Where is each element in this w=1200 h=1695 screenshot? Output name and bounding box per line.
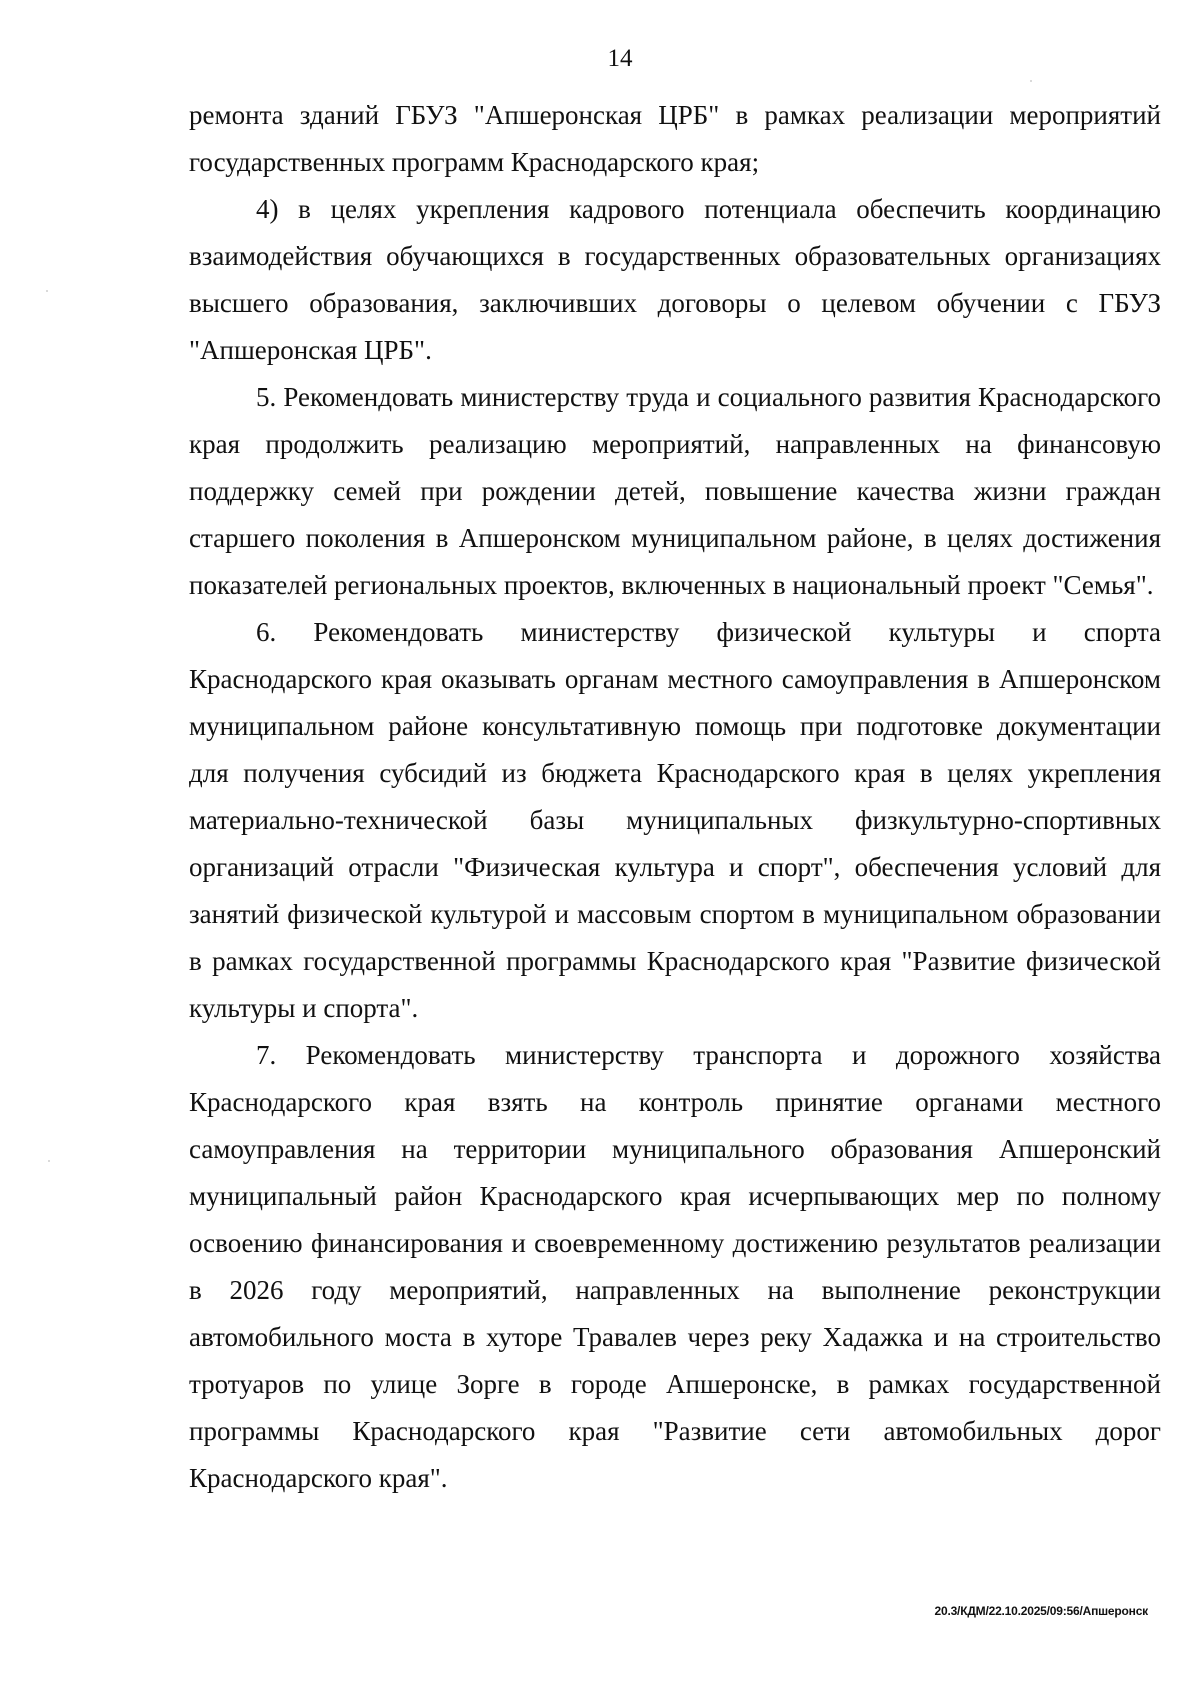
scan-speck bbox=[48, 1160, 50, 1162]
paragraph-item-5: 5. Рекомендовать министерству труда и социального развития Краснодарского края продолжить реализацию мероприятий, направленных на финансовую поддержку семей при рождении детей, повышение качества жизни граждан старшего поколения в Апшеронском муниципальном районе, в целях достижения показателей региональных проектов, включенных в национальный проект "Семья". bbox=[189, 382, 1161, 600]
document-body bbox=[189, 92, 1161, 1502]
scan-speck bbox=[1030, 80, 1032, 82]
paragraph-item-6: 6. Рекомендовать министерству физической культуры и спорта Краснодарского края оказывать органам местного самоуправления в Апшеронском муниципальном районе консультативную помощь при подготовке документации для получения субсидий из бюджета Краснодарского края в целях укрепления материально-технической базы муниципальных физкультурно-спортивных организаций отрасли "Физическая культура и спорт", обеспечения условий для занятий физической культурой и массовым спортом в муниципальном образовании в рамках государственной программы Краснодарского края "Развитие физической культуры и спорта". bbox=[189, 617, 1161, 1023]
document-registration-stamp: 20.3/КДМ/22.10.2025/09:56/Апшеронск bbox=[934, 1604, 1148, 1618]
paragraph-item-4: 4) в целях укрепления кадрового потенциала обеспечить координацию взаимодействия обучающихся в государственных образовательных организациях высшего образования, заключивших договоры о целевом обучении с ГБУЗ "Апшеронская ЦРБ". bbox=[189, 194, 1161, 365]
scan-speck bbox=[46, 290, 48, 292]
paragraph-continuation: ремонта зданий ГБУЗ "Апшеронская ЦРБ" в рамках реализации мероприятий государственных программ Краснодарского края; bbox=[189, 100, 1161, 177]
paragraph-item-7: 7. Рекомендовать министерству транспорта и дорожного хозяйства Краснодарского края взять на контроль принятие органами местного самоуправления на территории муниципального образования Апшеронский муниципальный район Краснодарского края исчерпывающих мер по полному освоению финансирования и своевременному достижению результатов реализации в 2026 году мероприятий, направленных на выполнение реконструкции автомобильного моста в хуторе Травалев через реку Хадажка и на строительство тротуаров по улице Зорге в городе Апшеронске, в рамках государственной программы Краснодарского края "Развитие сети автомобильных дорог Краснодарского края". bbox=[189, 1040, 1161, 1493]
page-number: 14 bbox=[607, 45, 633, 72]
